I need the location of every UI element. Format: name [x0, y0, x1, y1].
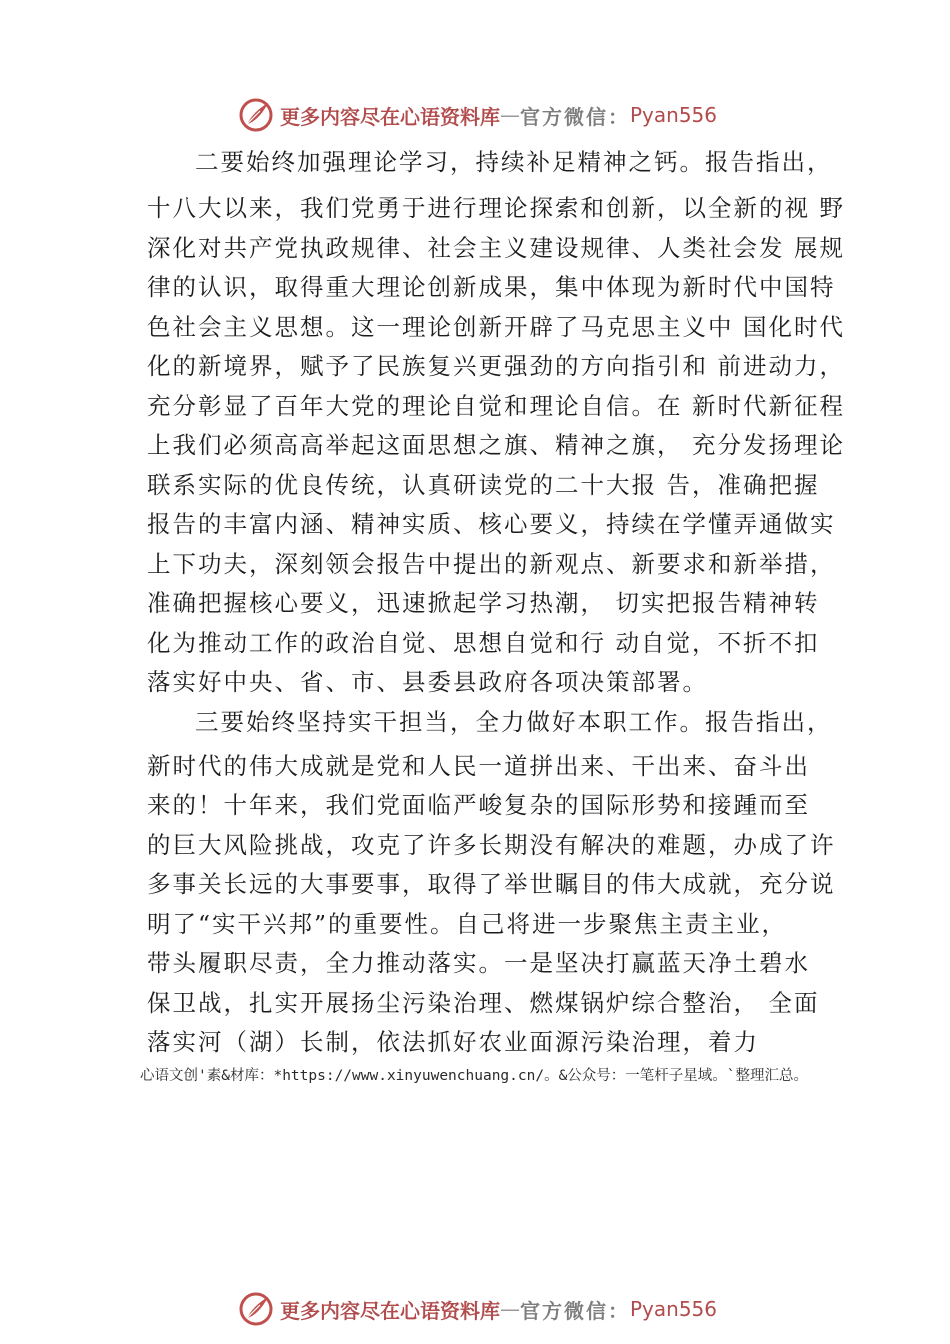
text-line: 充分彰显了百年大党的理论自觉和理论自信。在 新时代新征程 — [147, 392, 845, 420]
text-line: 带头履职尽责，全力推动落实。一是坚决打赢蓝天净土碧水 — [147, 949, 810, 977]
text-line: 来的！十年来，我们党面临严峻复杂的国际形势和接踵而至 — [147, 791, 810, 819]
text-line: 多事关长远的大事要事，取得了举世瞩目的伟大成就，充分说 — [147, 870, 836, 898]
watermark-text: 更多内容尽在心语资料库 — [280, 104, 500, 129]
text-line: 上我们必须高高举起这面思想之旗、精神之旗， 充分发扬理论 — [147, 431, 845, 459]
source-footnote: 心语文创'素&材库：*https://www.xinyuwenchuang.cn/。&公众号：一笔杆子星域。`整理汇总。 — [140, 1068, 809, 1084]
watermark-separator: — — [500, 1297, 520, 1321]
watermark-banner-top — [238, 95, 717, 135]
text-line: 深化对共产党执政规律、社会主义建设规律、人类社会发 展规 — [147, 234, 845, 262]
text-line: 十八大以来，我们党勇于进行理论探索和创新，以全新的视 野 — [147, 194, 845, 222]
text-line: 报告的丰富内涵、精神实质、核心要义，持续在学懂弄通做实 — [147, 510, 836, 538]
text-line: 二要始终加强理论学习，持续补足精神之钙。报告指出， — [195, 148, 833, 176]
text-line: 保卫战，扎实开展扬尘污染治理、燃煤锅炉综合整治， 全面 — [147, 989, 820, 1017]
watermark-label: 官方微信： — [520, 1298, 630, 1323]
text-line: 三要始终坚持实干担当，全力做好本职工作。报告指出， — [195, 708, 833, 736]
text-line: 化的新境界，赋予了民族复兴更强劲的方向指引和 前进动力， — [147, 352, 845, 380]
text-line: 落实好中央、省、市、县委县政府各项决策部署。 — [147, 668, 708, 696]
text-line: 明了“实干兴邦”的重要性。自己将进一步聚焦主责主业， — [147, 910, 788, 938]
watermark-id: Pyan556 — [630, 103, 718, 127]
text-line: 落实河（湖）长制，依法抓好农业面源污染治理，着力 — [147, 1028, 759, 1056]
watermark-banner-bottom — [238, 1289, 717, 1329]
watermark-label: 官方微信： — [520, 104, 630, 129]
text-line: 的巨大风险挑战，攻克了许多长期没有解决的难题，办成了许 — [147, 831, 836, 859]
text-line: 新时代的伟大成就是党和人民一道拼出来、干出来、奋斗出 — [147, 752, 810, 780]
text-line: 化为推动工作的政治自觉、思想自觉和行 动自觉，不折不扣 — [147, 629, 820, 657]
text-line: 色社会主义思想。这一理论创新开辟了马克思主义中 国化时代 — [147, 313, 845, 341]
watermark-text: 更多内容尽在心语资料库 — [280, 1298, 500, 1323]
feather-logo-icon — [238, 97, 274, 133]
text-line: 联系实际的优良传统，认真研读党的二十大报 告，准确把握 — [147, 471, 820, 499]
watermark-separator: — — [500, 103, 520, 127]
feather-logo-icon — [238, 1291, 274, 1327]
watermark-id: Pyan556 — [630, 1297, 718, 1321]
text-line: 律的认识，取得重大理论创新成果，集中体现为新时代中国特 — [147, 273, 836, 301]
text-line: 准确把握核心要义，迅速掀起学习热潮， 切实把报告精神转 — [147, 589, 820, 617]
text-line: 上下功夫，深刻领会报告中提出的新观点、新要求和新举措， — [147, 550, 836, 578]
